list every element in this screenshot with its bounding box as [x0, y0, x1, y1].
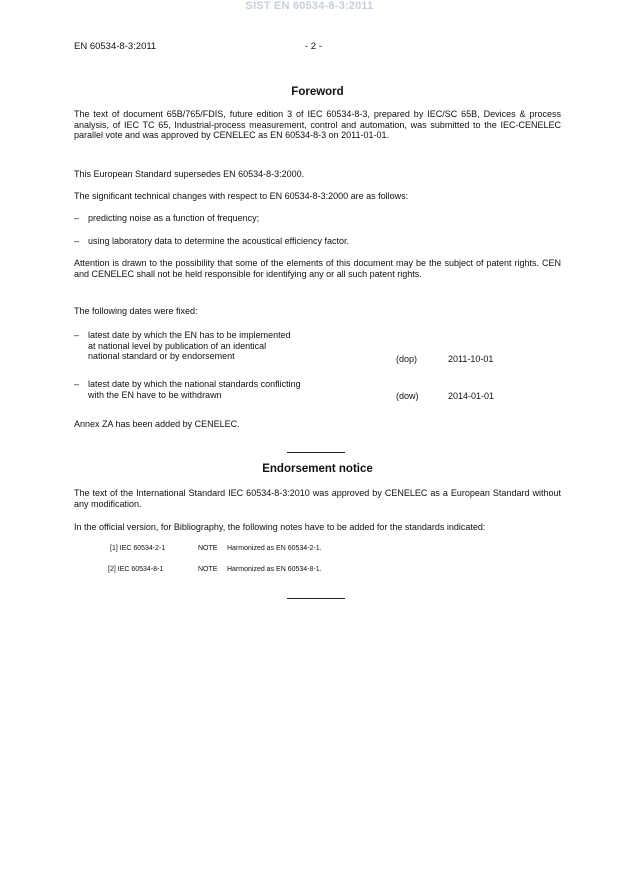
date-code: (dow) — [396, 391, 419, 401]
date-code: (dop) — [396, 354, 418, 364]
note-label: NOTE — [198, 566, 218, 573]
foreword-paragraph: The text of document 65B/765/FDIS, future edition 3 of IEC 60534-8-3, prepared by IEC/SC 65B, Devices & process analysis, of IEC TC 65, Industrial-process measurement, control and automation, was submitted to the IEC-CENELEC parallel vote and was approved by CENELEC as EN 60534-8-3 on 2011-01-01. — [74, 109, 561, 141]
header-doc-id: EN 60534-8-3:2011 — [74, 41, 157, 52]
foreword-paragraph: This European Standard supersedes EN 60534-8-3:2000. — [74, 169, 305, 179]
divider — [287, 452, 345, 453]
endorsement-paragraph: The text of the International Standard IEC 60534-8-3:2010 was approved by CENELEC as a European Standard without any modification. — [74, 488, 561, 509]
foreword-paragraph: Annex ZA has been added by CENELEC. — [74, 419, 240, 429]
change-item: using laboratory data to determine the acoustical efficiency factor. — [88, 236, 349, 246]
divider — [287, 598, 345, 599]
foreword-title: Foreword — [291, 86, 344, 98]
note-ref: [1] IEC 60534-2-1 — [110, 545, 166, 552]
header-page-number: - 2 - — [305, 41, 322, 52]
endorsement-paragraph: In the official version, for Bibliography, the following notes have to be added for the standards indicated: — [74, 522, 486, 532]
note-label: NOTE — [198, 545, 218, 552]
bullet-dash: – — [74, 330, 80, 340]
bullet-dash: – — [74, 379, 80, 389]
bullet-dash: – — [74, 213, 80, 223]
bullet-dash: – — [74, 236, 80, 246]
watermark: SIST EN 60534-8-3:2011 — [245, 0, 374, 12]
note-text: Harmonized as EN 60534-2-1. — [227, 545, 322, 552]
date-value: 2011-10-01 — [448, 354, 494, 364]
note-text: Harmonized as EN 60534-8-1. — [227, 566, 322, 573]
foreword-paragraph: Attention is drawn to the possibility that some of the elements of this document may be the subject of patent rights. CEN and CENELEC shall not be held responsible for identifying any or all such patent rights. — [74, 258, 561, 279]
note-ref: [2] IEC 60534-8-1 — [108, 566, 164, 573]
foreword-paragraph: The following dates were fixed: — [74, 306, 198, 316]
change-item: predicting noise as a function of frequency; — [88, 213, 260, 223]
foreword-paragraph: The significant technical changes with respect to EN 60534-8-3:2000 are as follows: — [74, 191, 409, 201]
endorsement-title: Endorsement notice — [262, 463, 373, 475]
date-item-text: latest date by which the national standards conflicting with the EN have to be withdrawn — [88, 379, 301, 400]
date-item-text: latest date by which the EN has to be implemented at national level by publication of an identical national standard or by endorsement — [88, 330, 291, 362]
date-value: 2014-01-01 — [448, 391, 495, 401]
